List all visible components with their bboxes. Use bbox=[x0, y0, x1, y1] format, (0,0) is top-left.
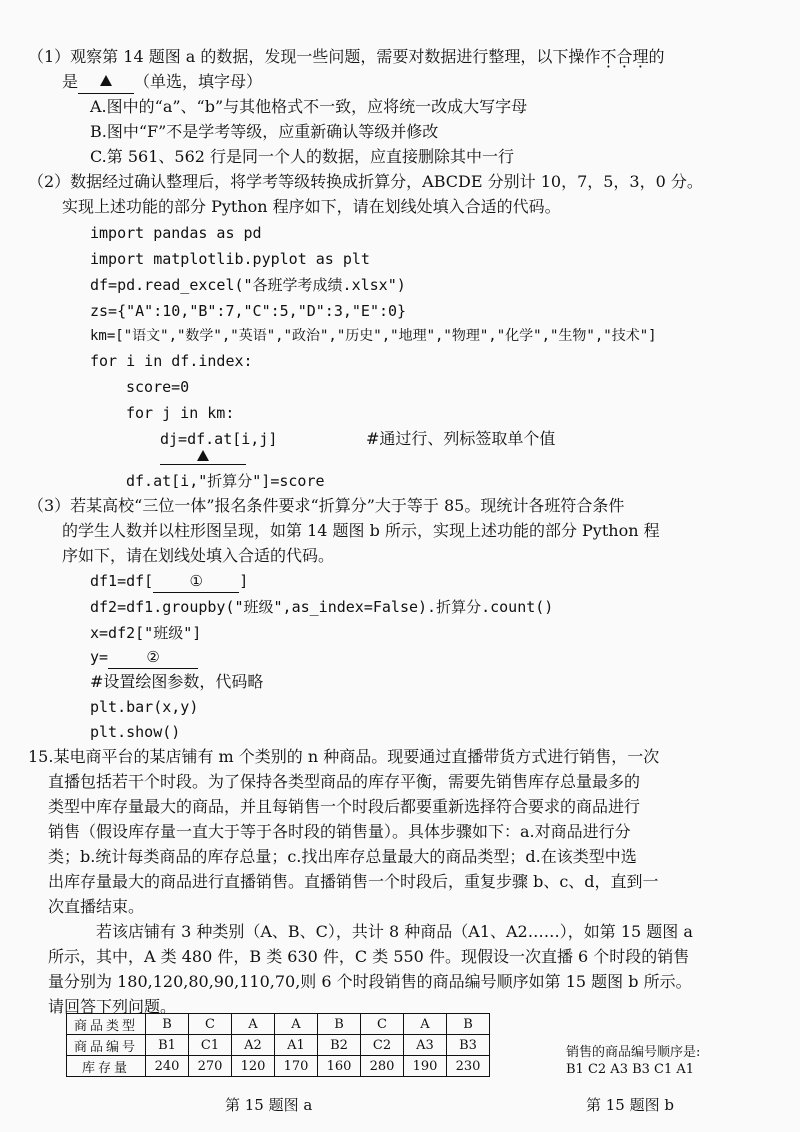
sequence-value: B1 C2 A3 B3 C1 A1 bbox=[566, 1062, 695, 1077]
code-line: x=df2["班级"] bbox=[90, 624, 202, 642]
code-line: zs={"A":10,"B":7,"C":5,"D":3,"E":0} bbox=[90, 302, 407, 320]
q15-line: 若该店铺有 3 种类别（A、B、C），共计 8 种商品（A1、A2……），如第 15 题图 a bbox=[96, 922, 693, 941]
q15-line: 15.某电商平台的某店铺有 m 个类别的 n 种商品。现要通过直播带货方式进行销售，一次 bbox=[28, 747, 660, 766]
table-cell: B bbox=[318, 1014, 361, 1035]
q15-line: 直播包括若干个时段。为了保持各类型商品的库存平衡，需要先销售库存总量最多的 bbox=[48, 772, 641, 791]
q15-line: 次直播结束。 bbox=[48, 897, 145, 916]
q15-line: 请回答下列问题。 bbox=[48, 997, 177, 1016]
table-cell: B3 bbox=[447, 1035, 490, 1056]
triangle-icon bbox=[197, 450, 209, 461]
q15-line: 量分别为 180,120,80,90,110,70,则 6 个时段销售的商品编号顺序如第 15 题图 b 所示。 bbox=[48, 972, 692, 991]
code-line: plt.bar(x,y) bbox=[90, 698, 199, 716]
code-line: df1=df[ ① ] bbox=[90, 570, 248, 593]
table-cell: B bbox=[447, 1014, 490, 1035]
q14-part2-line1: （2）数据经过确认整理后，将学考等级转换成折算分，ABCDE 分别计 10，7，5，3，0 分。 bbox=[28, 172, 703, 191]
q14-part3-line3: 序如下，请在划线处填入合适的代码。 bbox=[62, 546, 335, 565]
row-header: 库存量 bbox=[67, 1056, 146, 1077]
code-line: import matplotlib.pyplot as plt bbox=[90, 250, 370, 268]
q14-part1-line1: （1）观察第 14 题图 a 的数据，发现一些问题，需要对数据进行整理，以下操作不合理的 bbox=[28, 47, 665, 66]
answer-blank[interactable] bbox=[78, 71, 134, 94]
row-header: 商品编号 bbox=[67, 1035, 146, 1056]
code-line: df.at[i,"折算分"]=score bbox=[126, 472, 325, 490]
code-line: for i in df.index: bbox=[90, 352, 253, 370]
table-row bbox=[67, 1035, 490, 1056]
code-blank-line[interactable] bbox=[160, 446, 246, 468]
code-comment: #通过行、列标签取单个值 bbox=[366, 429, 556, 448]
table-row bbox=[67, 1014, 490, 1035]
triangle-icon bbox=[100, 75, 112, 86]
q15-line: 所示，其中，A 类 480 件，B 类 630 件，C 类 550 件。现假设一次直播 6 个时段的销售 bbox=[48, 947, 690, 966]
table-cell: 170 bbox=[275, 1056, 318, 1077]
table-cell: C bbox=[189, 1014, 232, 1035]
code-line: y= ② bbox=[90, 646, 198, 669]
table-cell: A bbox=[275, 1014, 318, 1035]
code-line: dj=df.at[i,j] bbox=[160, 430, 278, 448]
table-cell: A bbox=[232, 1014, 275, 1035]
code-line: plt.show() bbox=[90, 723, 181, 741]
q14-part2-line2: 实现上述功能的部分 Python 程序如下，请在划线处填入合适的代码。 bbox=[62, 197, 561, 216]
caption-figure-b: 第 15 题图 b bbox=[586, 1096, 674, 1114]
q15-line: 类；b.统计每类商品的库存总量；c.找出库存总量最大的商品类型；d.在该类型中选 bbox=[48, 847, 637, 866]
table-cell: A2 bbox=[232, 1035, 275, 1056]
q15-line: 出库存量最大的商品进行直播销售。直播销售一个时段后，重复步骤 b、c、d，直到一 bbox=[48, 872, 659, 891]
table-cell: B2 bbox=[318, 1035, 361, 1056]
table-cell: C1 bbox=[189, 1035, 232, 1056]
table-row bbox=[67, 1056, 490, 1077]
table-cell: 280 bbox=[361, 1056, 404, 1077]
table-cell: B bbox=[146, 1014, 189, 1035]
q14-part3-line2: 的学生人数并以柱形图呈现，如第 14 题图 b 所示，实现上述功能的部分 Python 程 bbox=[62, 521, 660, 540]
q14-part1-line2: 是 （单选，填字母） bbox=[62, 71, 262, 94]
q14-part3-line1: （3）若某高校“三位一体”报名条件要求“折算分”大于等于 85。现统计各班符合条件 bbox=[28, 496, 625, 515]
code-comment: #设置绘图参数，代码略 bbox=[90, 672, 264, 691]
code-line: score=0 bbox=[126, 378, 190, 396]
blank-2[interactable]: ② bbox=[108, 646, 198, 669]
blank-1[interactable]: ① bbox=[153, 570, 239, 593]
option-b: B.图中“F”不是学考等级，应重新确认等级并修改 bbox=[90, 122, 439, 141]
table-cell: 230 bbox=[447, 1056, 490, 1077]
emphasis-char: 不 bbox=[600, 47, 617, 66]
table-cell: 190 bbox=[404, 1056, 447, 1077]
sequence-label: 销售的商品编号顺序是: bbox=[566, 1045, 701, 1060]
q15-line: 类型中库存量最大的商品，并且每销售一个时段后都要重新选择符合要求的商品进行 bbox=[48, 797, 641, 816]
table-cell: A1 bbox=[275, 1035, 318, 1056]
option-c: C.第 561、562 行是同一个人的数据，应直接删除其中一行 bbox=[90, 147, 515, 166]
table-cell: 240 bbox=[146, 1056, 189, 1077]
code-line: df2=df1.groupby("班级",as_index=False).折算分.count() bbox=[90, 598, 554, 616]
code-line: for j in km: bbox=[126, 404, 235, 422]
caption-figure-a: 第 15 题图 a bbox=[225, 1096, 313, 1114]
table-cell: C2 bbox=[361, 1035, 404, 1056]
table-cell: C bbox=[361, 1014, 404, 1035]
table-cell: 270 bbox=[189, 1056, 232, 1077]
code-line: km=["语文","数学","英语","政治","历史","地理","物理","化学","生物","技术"] bbox=[90, 328, 657, 344]
option-a: A.图中的“a”、“b”与其他格式不一致，应将统一改成大写字母 bbox=[90, 97, 528, 116]
q15-line: 销售（假设库存量一直大于等于各时段的销售量）。具体步骤如下：a.对商品进行分 bbox=[48, 822, 631, 841]
table-cell: B1 bbox=[146, 1035, 189, 1056]
code-line: df=pd.read_excel("各班学考成绩.xlsx") bbox=[90, 276, 406, 294]
emphasis-char: 合 bbox=[616, 47, 633, 66]
inventory-table bbox=[66, 1013, 490, 1077]
table-cell: 120 bbox=[232, 1056, 275, 1077]
emphasis-char: 理 bbox=[632, 47, 649, 66]
table-cell: A bbox=[404, 1014, 447, 1035]
row-header: 商品类型 bbox=[67, 1014, 146, 1035]
table-cell: 160 bbox=[318, 1056, 361, 1077]
code-line: import pandas as pd bbox=[90, 224, 262, 242]
table-cell: A3 bbox=[404, 1035, 447, 1056]
